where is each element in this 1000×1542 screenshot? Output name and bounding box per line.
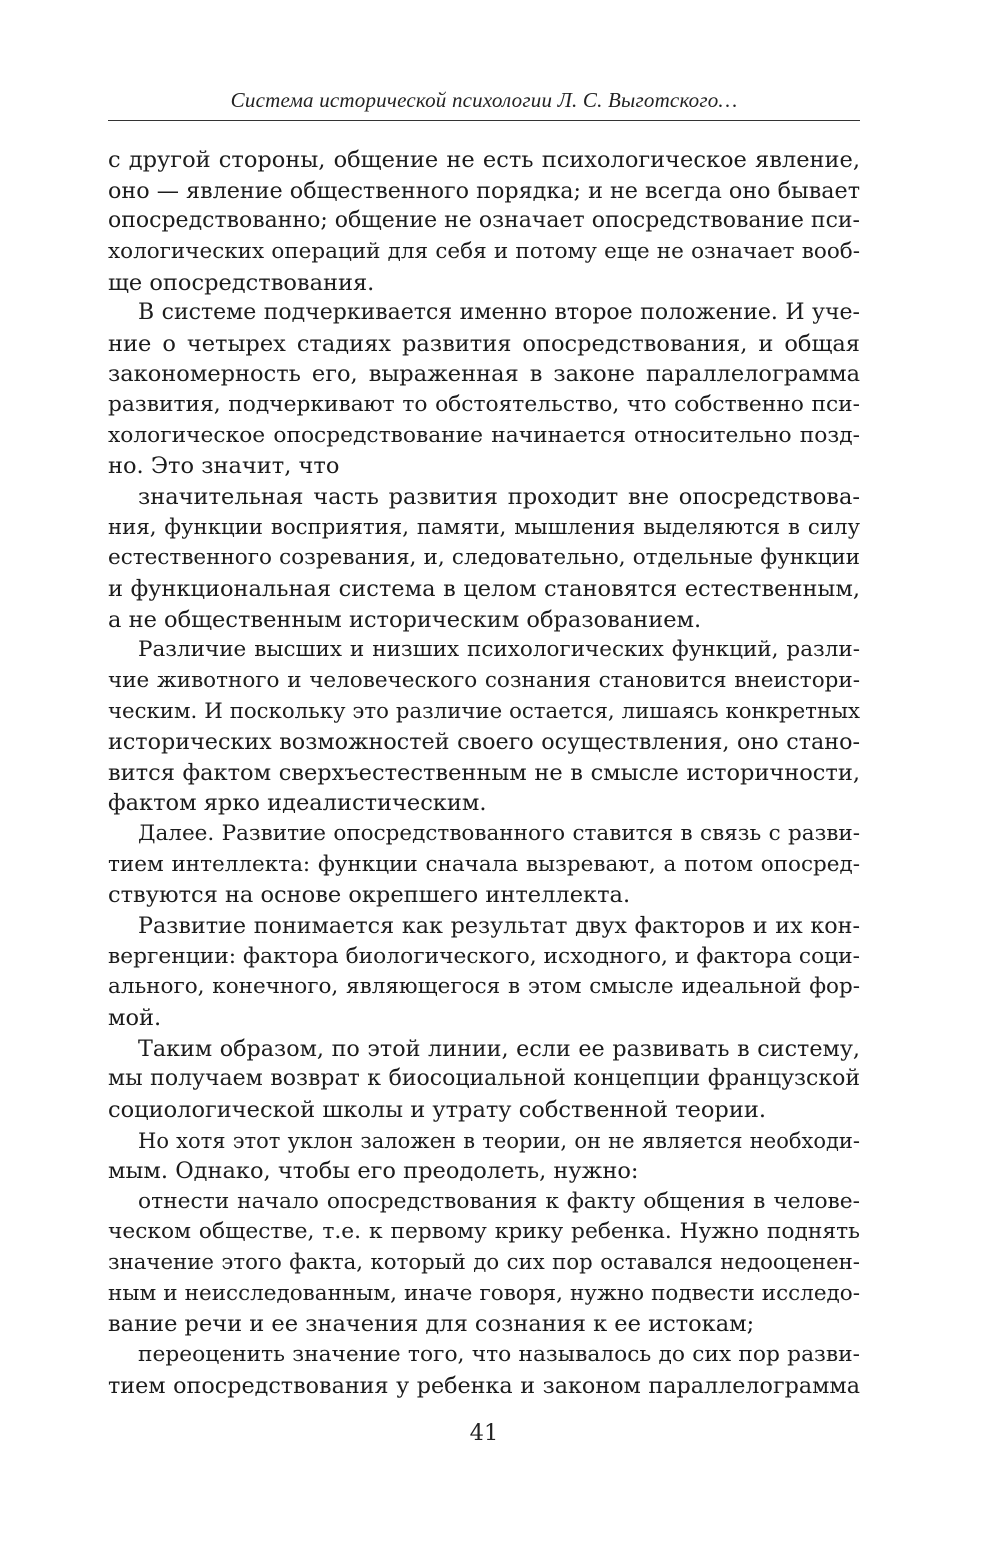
text-line: и функциональная система в целом становятся естественным, [108,575,860,602]
text-line: Далее. Развитие опосредствованного ставится в связь с разви- [138,821,860,847]
text-line: опосредствованно; общение не означает опосредствование пси- [108,208,860,234]
text-line: вится фактом сверхъестественным не в смысле историчности, [108,759,860,786]
text-line: Но хотя этот уклон заложен в теории, он не является необходи- [138,1128,860,1153]
text-line: но. Это значит, что [108,453,340,480]
text-line: вергенции: фактора биологического, исходного, и фактора соци- [108,943,860,969]
text-line: Таким образом, по этой линии, если ее развивать в систему, [138,1035,860,1062]
text-line: ние о четырех стадиях развития опосредствования, и общая [108,330,860,357]
text-line: ствуются на основе окрепшего интеллекта. [108,882,631,909]
text-line: ческом обществе, т.е. к первому крику ребенка. Нужно поднять [108,1219,860,1245]
text-line: хологических операций для себя и потому еще не означает вооб- [108,238,860,264]
text-line: социологической школы и утрату собственной теории. [108,1096,766,1123]
text-line: исторических возможностей своего осуществления, оно стано- [108,729,860,756]
text-line: хологическое опосредствование начинается относительно позд- [108,422,860,448]
text-line: Различие высших и низших психологических функций, разли- [138,637,860,663]
text-line: фактом ярко идеалистическим. [108,790,487,817]
text-line: ния, функции восприятия, памяти, мышления выделяются в силу [108,514,860,540]
text-line: мой. [108,1004,162,1031]
header-rule [108,120,860,121]
text-line: чие животного и человеческого сознания становится внеистори- [108,667,860,693]
text-line: вание речи и ее значения для сознания к ее истокам; [108,1311,755,1338]
body-text [108,145,860,1401]
running-head: Система исторической психологии Л. С. Выготского… [230,88,738,112]
text-line: ным и неисследованным, иначе говоря, нужно подвести исследо- [108,1280,860,1306]
text-line: ческим. И поскольку это различие остается, лишаясь конкретных [108,698,860,724]
text-line: ще опосредствования. [108,269,375,296]
text-line: тием интеллекта: функции сначала вызревают, а потом опосред- [108,851,860,877]
text-line: мым. Однако, чтобы его преодолеть, нужно: [108,1158,639,1185]
text-line: тием опосредствования у ребенка и законом параллелограмма [108,1372,860,1399]
text-line: ального, конечного, являющегося в этом смысле идеальной фор- [108,974,860,1000]
text-line: значительная часть развития проходит вне опосредствова- [138,484,860,511]
text-line: значение этого факта, который до сих пор оставался недооценен- [108,1250,860,1276]
text-line: оно — явление общественного порядка; и не всегда оно бывает [108,177,860,204]
text-line: Развитие понимается как результат двух факторов и их кон- [138,913,860,940]
text-line: переоценить значение того, что называлось до сих пор разви- [138,1341,860,1367]
page-number: 41 [469,1420,499,1446]
text-line: развития, подчеркивают то обстоятельство, что собственно пси- [108,392,860,418]
text-line: отнести начало опосредствования к факту общения в челове- [138,1188,860,1214]
text-line: а не общественным историческим образованием. [108,606,702,633]
text-line: с другой стороны, общение не есть психологическое явление, [108,147,860,173]
text-line: мы получаем возврат к биосоциальной концепции французской [108,1066,860,1092]
text-line: В системе подчеркивается именно второе положение. И уче- [138,300,860,326]
text-line: закономерность его, выраженная в законе параллелограмма [108,361,860,388]
text-line: естественного созревания, и, следовательно, отдельные функции [108,545,860,571]
